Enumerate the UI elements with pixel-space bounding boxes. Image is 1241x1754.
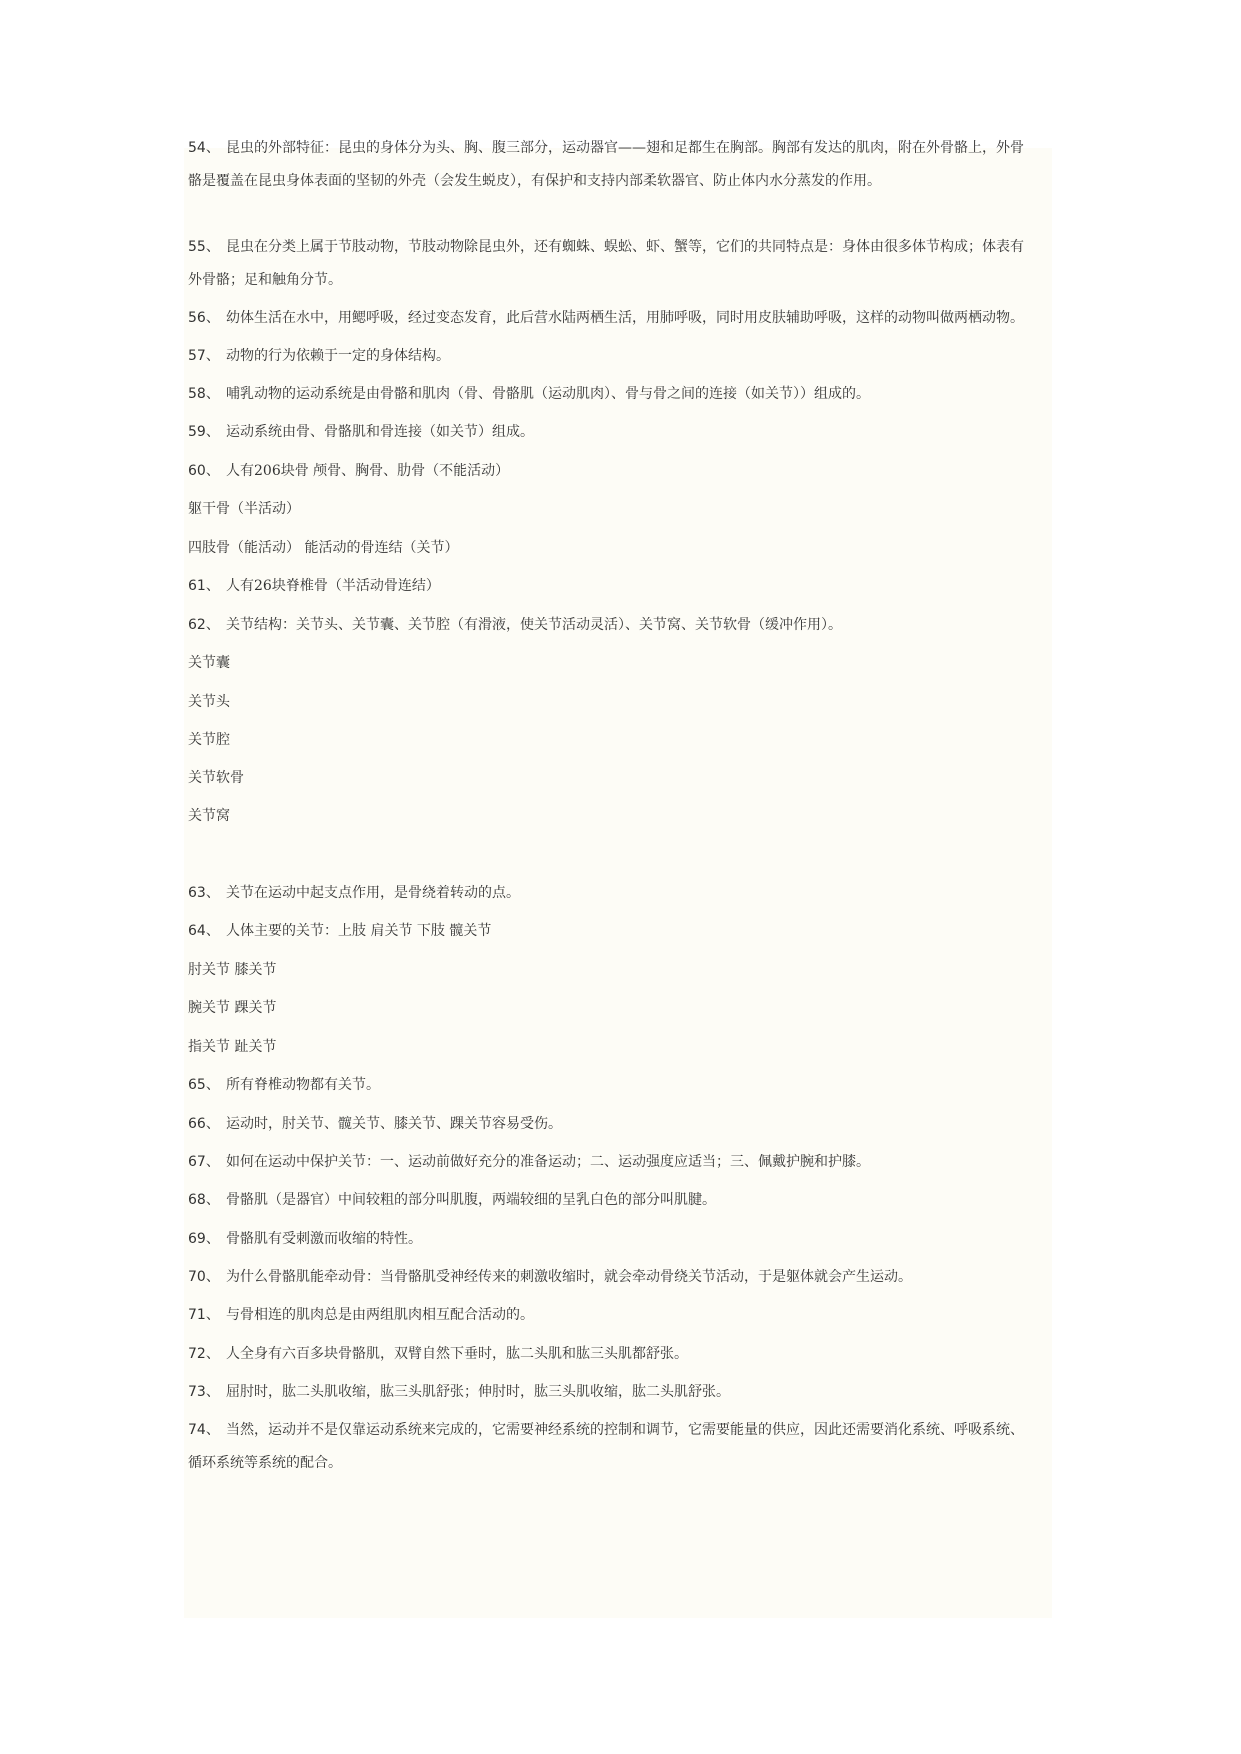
item-text: 关节软骨 — [188, 770, 244, 786]
list-item — [188, 461, 509, 481]
item-continuation: 外骨骼；足和触角分节。 — [188, 272, 342, 288]
item-text: 腕关节 踝关节 — [188, 1000, 277, 1016]
list-item — [188, 806, 230, 826]
item-text: 屈肘时，肱二头肌收缩，肱三头肌舒张；伸肘时，肱三头肌收缩，肱二头肌舒张。 — [226, 1384, 730, 1400]
item-text: 幼体生活在水中，用鳃呼吸，经过变态发育，此后营水陆两栖生活，用肺呼吸，同时用皮肤辅助呼吸，这样的动物叫做两栖动物。 — [226, 310, 1024, 326]
list-item — [188, 1190, 716, 1210]
item-number: 74、 — [188, 1422, 220, 1438]
item-number: 71、 — [188, 1307, 220, 1323]
item-text: 肘关节 膝关节 — [188, 962, 277, 978]
item-number: 54、 — [188, 140, 220, 156]
item-number: 62、 — [188, 617, 220, 633]
item-text: 骨骼肌（是器官）中间较粗的部分叫肌腹，两端较细的呈乳白色的部分叫肌腱。 — [226, 1192, 716, 1208]
item-number: 69、 — [188, 1231, 220, 1247]
list-item — [188, 692, 230, 712]
item-text: 昆虫在分类上属于节肢动物，节肢动物除昆虫外，还有蜘蛛、蜈蚣、虾、蟹等，它们的共同特点是：身体由很多体节构成；体表有 — [226, 239, 1024, 255]
item-text: 人体主要的关节：上肢 肩关节 下肢 髋关节 — [226, 923, 492, 939]
list-item — [188, 730, 230, 750]
list-item — [188, 499, 300, 519]
list-item — [188, 422, 534, 442]
list-item — [188, 538, 458, 558]
item-number: 64、 — [188, 923, 220, 939]
item-text: 关节结构：关节头、关节囊、关节腔（有滑液，使关节活动灵活）、关节窝、关节软骨（缓冲作用）。 — [226, 617, 842, 633]
item-text: 动物的行为依赖于一定的身体结构。 — [226, 348, 450, 364]
item-number: 67、 — [188, 1154, 220, 1170]
item-text: 当然，运动并不是仅靠运动系统来完成的，它需要神经系统的控制和调节，它需要能量的供应，因此还需要消化系统、呼吸系统、 — [226, 1422, 1024, 1438]
item-continuation: 骼是覆盖在昆虫身体表面的坚韧的外壳（会发生蜕皮），有保护和支持内部柔软器官、防止体内水分蒸发的作用。 — [188, 173, 881, 189]
item-continuation: 循环系统等系统的配合。 — [188, 1455, 342, 1471]
list-item — [188, 1114, 562, 1134]
item-number: 72、 — [188, 1346, 220, 1362]
list-item — [188, 653, 230, 673]
list-item — [188, 308, 1024, 328]
list-item — [188, 998, 276, 1018]
item-text: 关节头 — [188, 694, 230, 710]
item-text: 人有26块脊椎骨（半活动骨连结） — [226, 578, 440, 594]
item-text: 与骨相连的肌肉总是由两组肌肉相互配合活动的。 — [226, 1307, 534, 1323]
item-text: 指关节 趾关节 — [188, 1039, 277, 1055]
item-number: 63、 — [188, 885, 220, 901]
item-number: 57、 — [188, 348, 220, 364]
item-number: 56、 — [188, 310, 220, 326]
item-text: 所有脊椎动物都有关节。 — [226, 1077, 380, 1093]
item-number: 55、 — [188, 239, 220, 255]
item-text: 为什么骨骼肌能牵动骨：当骨骼肌受神经传来的刺激收缩时，就会牵动骨绕关节活动，于是躯体就会产生运动。 — [226, 1269, 912, 1285]
list-item — [188, 883, 520, 903]
item-number: 60、 — [188, 463, 220, 479]
item-number: 73、 — [188, 1384, 220, 1400]
list-item — [188, 237, 1024, 257]
item-number: 66、 — [188, 1116, 220, 1132]
list-item — [188, 576, 440, 596]
list-item — [188, 960, 276, 980]
item-text: 昆虫的外部特征：昆虫的身体分为头、胸、腹三部分，运动器官——翅和足都生在胸部。胸部有发达的肌肉，附在外骨骼上，外骨 — [226, 140, 1024, 156]
list-item — [188, 1267, 912, 1287]
item-text: 关节腔 — [188, 732, 230, 748]
list-item — [188, 1152, 870, 1172]
list-item — [188, 615, 842, 635]
list-item — [188, 1305, 534, 1325]
list-item — [188, 1075, 380, 1095]
item-text: 如何在运动中保护关节：一、运动前做好充分的准备运动；二、运动强度应适当；三、佩戴护腕和护膝。 — [226, 1154, 870, 1170]
item-number: 59、 — [188, 424, 220, 440]
item-text: 骨骼肌有受刺激而收缩的特性。 — [226, 1231, 422, 1247]
list-item — [188, 384, 870, 404]
item-number: 58、 — [188, 386, 220, 402]
list-item — [188, 768, 244, 788]
item-text: 关节囊 — [188, 655, 230, 671]
list-item — [188, 1420, 1024, 1440]
list-item — [188, 921, 491, 941]
item-text: 关节窝 — [188, 808, 230, 824]
list-item — [188, 138, 1024, 158]
list-item — [188, 346, 450, 366]
item-text: 躯干骨（半活动） — [188, 501, 300, 517]
item-text: 关节在运动中起支点作用，是骨绕着转动的点。 — [226, 885, 520, 901]
item-text: 运动时，肘关节、髋关节、膝关节、踝关节容易受伤。 — [226, 1116, 562, 1132]
item-number: 70、 — [188, 1269, 220, 1285]
item-text: 运动系统由骨、骨骼肌和骨连接（如关节）组成。 — [226, 424, 534, 440]
list-item — [188, 1382, 730, 1402]
list-item — [188, 1037, 276, 1057]
list-item — [188, 1229, 422, 1249]
list-item — [188, 1344, 688, 1364]
item-text: 四肢骨（能活动） 能活动的骨连结（关节） — [188, 540, 459, 556]
document-body — [184, 140, 1052, 1618]
item-number: 68、 — [188, 1192, 220, 1208]
item-text: 人有206块骨 颅骨、胸骨、肋骨（不能活动） — [226, 463, 510, 479]
item-number: 65、 — [188, 1077, 220, 1093]
item-number: 61、 — [188, 578, 220, 594]
item-text: 哺乳动物的运动系统是由骨骼和肌肉（骨、骨骼肌（运动肌肉）、骨与骨之间的连接（如关节））组成的。 — [226, 386, 870, 402]
item-text: 人全身有六百多块骨骼肌，双臂自然下垂时，肱二头肌和肱三头肌都舒张。 — [226, 1346, 688, 1362]
